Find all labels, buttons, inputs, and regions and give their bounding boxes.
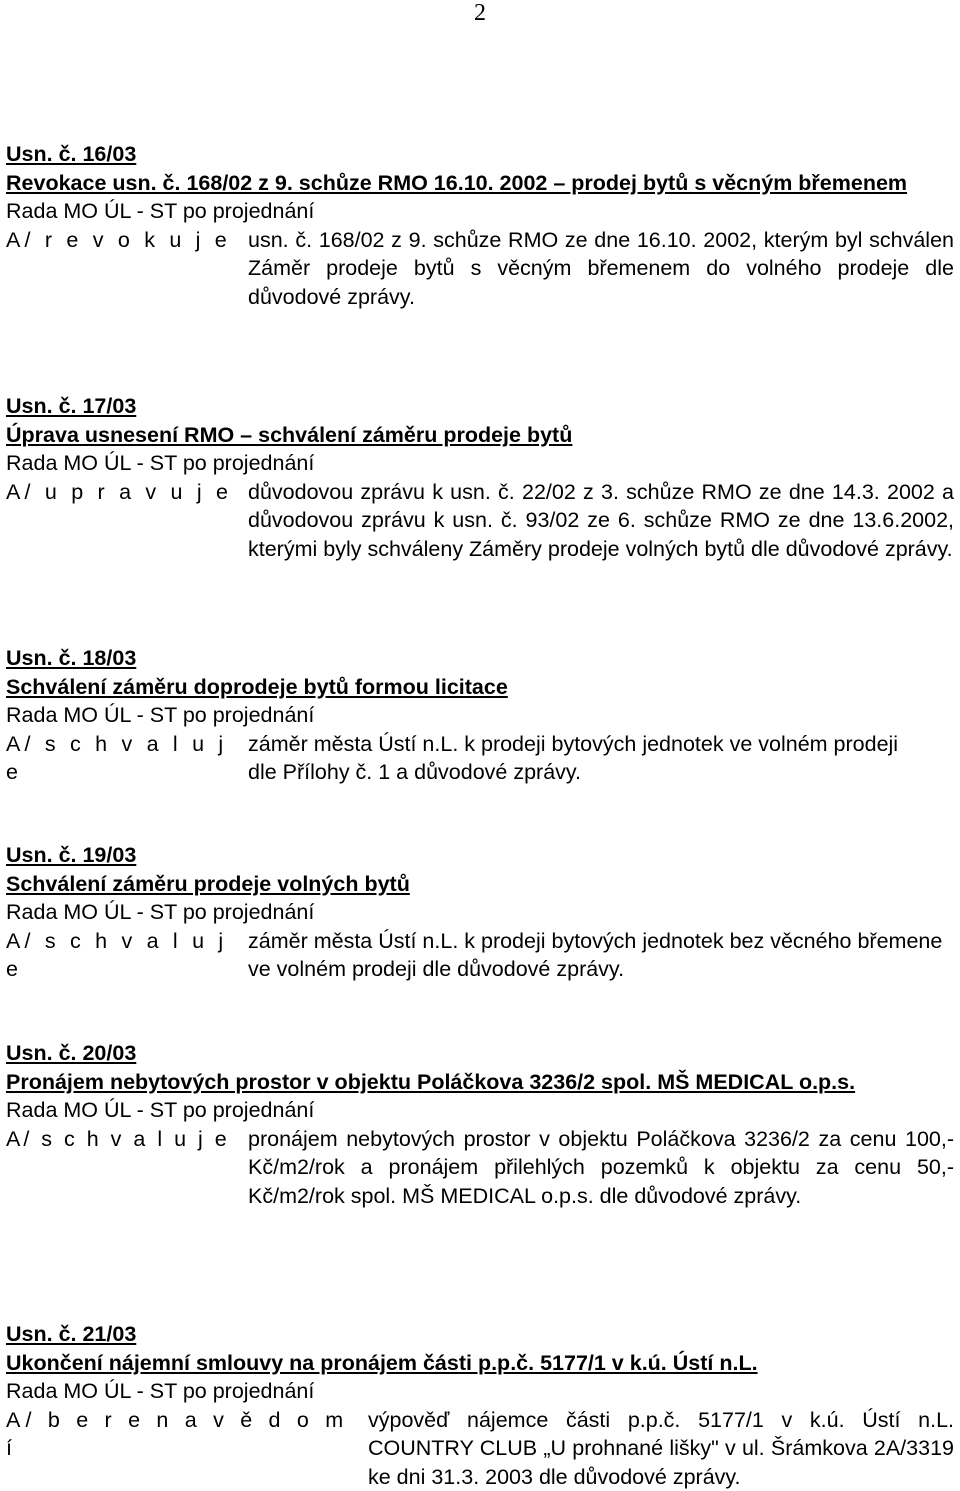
resolution-18-03: [6, 644, 958, 787]
resolution-text: výpověď nájemce části p.p.č. 5177/1 v k.ú. Ústí n.L. COUNTRY CLUB „U prohnané lišky" v ul. Šrámkova 2A/3319 ke dni 31.3. 2003 dle důvodové zprávy.: [368, 1406, 958, 1491]
resolution-text: usn. č. 168/02 z 9. schůze RMO ze dne 16.10. 2002, kterým byl schválen Záměr prodeje bytů s věcným břemenem do volného prodeje dle důvodové zprávy.: [248, 226, 958, 312]
resolution-body: [6, 730, 958, 787]
resolution-title: Ukončení nájemní smlouvy na pronájem části p.p.č. 5177/1 v k.ú. Ústí n.L.: [6, 1349, 958, 1378]
council-line: Rada MO ÚL - ST po projednání: [6, 449, 958, 478]
resolution-title: Pronájem nebytových prostor v objektu Poláčkova 3236/2 spol. MŠ MEDICAL o.p.s.: [6, 1068, 958, 1097]
resolution-number: Usn. č. 21/03: [6, 1320, 958, 1349]
council-line: Rada MO ÚL - ST po projednání: [6, 898, 958, 927]
page-number: 2: [0, 0, 960, 26]
council-line: Rada MO ÚL - ST po projednání: [6, 701, 958, 730]
resolution-number: Usn. č. 17/03: [6, 392, 958, 421]
resolution-title: Schválení záměru prodeje volných bytů: [6, 870, 958, 899]
resolution-text: důvodovou zprávu k usn. č. 22/02 z 3. schůze RMO ze dne 14.3. 2002 a důvodovou zprávu k usn. č. 93/02 ze 6. schůze RMO ze dne 13.6.2002, kterými byly schváleny Záměry prodeje volných bytů dle důvodové zprávy.: [248, 478, 958, 564]
resolution-title: Úprava usnesení RMO – schválení záměru prodeje bytů: [6, 421, 958, 450]
resolution-number: Usn. č. 19/03: [6, 841, 958, 870]
resolution-verb: A/ s c h v a l u j e: [6, 730, 248, 787]
resolution-body: [6, 1125, 958, 1211]
resolution-verb: A/ u p r a v u j e: [6, 478, 248, 564]
resolution-verb: A/ r e v o k u j e: [6, 226, 248, 312]
resolution-title: Revokace usn. č. 168/02 z 9. schůze RMO 16.10. 2002 – prodej bytů s věcným břemenem: [6, 169, 958, 198]
resolution-16-03: [6, 140, 958, 311]
resolution-21-03: [6, 1320, 958, 1491]
resolution-title: Schválení záměru doprodeje bytů formou licitace: [6, 673, 958, 702]
resolution-number: Usn. č. 16/03: [6, 140, 958, 169]
resolution-body: [6, 927, 958, 984]
council-line: Rada MO ÚL - ST po projednání: [6, 1096, 958, 1125]
resolution-body: [6, 1406, 958, 1491]
resolution-text: záměr města Ústí n.L. k prodeji bytových jednotek ve volném prodeji dle Přílohy č. 1 a důvodové zprávy.: [248, 730, 958, 787]
resolution-body: [6, 478, 958, 564]
resolution-body: [6, 226, 958, 312]
resolution-text: pronájem nebytových prostor v objektu Poláčkova 3236/2 za cenu 100,- Kč/m2/rok a pronájem přilehlých pozemků k objektu za cenu 50,- Kč/m2/rok spol. MŠ MEDICAL o.p.s. dle důvodové zprávy.: [248, 1125, 958, 1211]
council-line: Rada MO ÚL - ST po projednání: [6, 1377, 958, 1406]
resolution-text: záměr města Ústí n.L. k prodeji bytových jednotek bez věcného břemene ve volném prodeji dle důvodové zprávy.: [248, 927, 958, 984]
resolution-17-03: [6, 392, 958, 563]
council-line: Rada MO ÚL - ST po projednání: [6, 197, 958, 226]
resolution-number: Usn. č. 20/03: [6, 1039, 958, 1068]
resolution-number: Usn. č. 18/03: [6, 644, 958, 673]
resolution-verb: A/ s c h v a l u j e: [6, 1125, 248, 1211]
resolution-20-03: [6, 1039, 958, 1210]
resolution-19-03: [6, 841, 958, 984]
resolution-verb: A/ s c h v a l u j e: [6, 927, 248, 984]
resolution-verb: A/ b e r e n a v ě d o m í: [6, 1406, 368, 1491]
